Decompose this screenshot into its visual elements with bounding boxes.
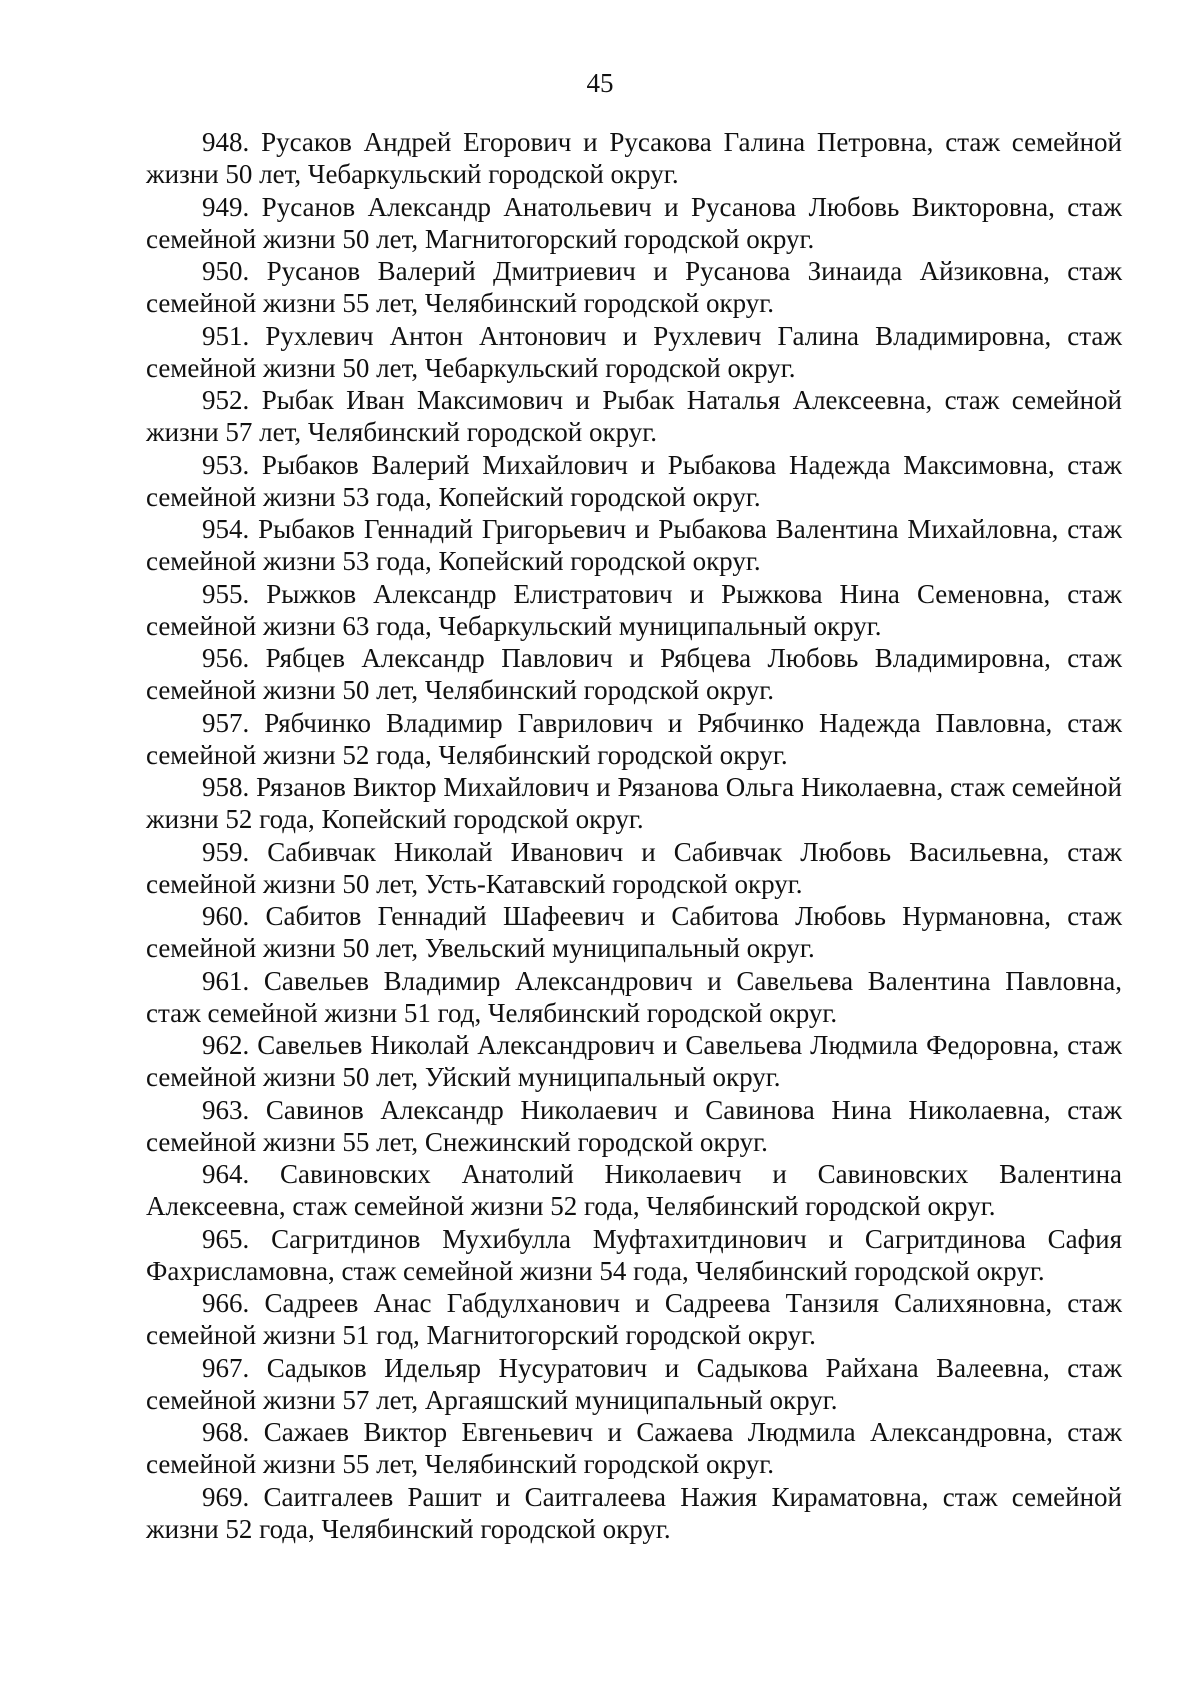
list-item <box>146 255 1122 319</box>
list-item <box>146 771 1122 835</box>
list-item <box>146 1352 1122 1416</box>
entry-text: Савинов Александр Николаевич и Савинова Нина Николаевна, стаж семейной жизни 55 лет, Снежинский городской округ. <box>146 1094 1123 1157</box>
list-item <box>146 965 1122 1029</box>
entry-text: Рыбак Иван Максимович и Рыбак Наталья Алексеевна, стаж семейной жизни 57 лет, Челябинский городской округ. <box>146 385 1123 447</box>
entry-text: Рухлевич Антон Антонович и Рухлевич Галина Владимировна, стаж семейной жизни 50 лет, Чебаркульский городской округ. <box>146 320 1123 383</box>
entry-text: Саитгалеев Рашит и Саитгалеева Нажия Кираматовна, стаж семейной жизни 52 года, Челябинский городской округ. <box>146 1481 1123 1544</box>
entry-number: 967. <box>202 1352 250 1383</box>
list-item <box>146 126 1122 190</box>
entry-text: Савельев Владимир Александрович и Савельева Валентина Павловна, стаж семейной жизни 51 год, Челябинский городской округ. <box>146 965 1123 1028</box>
list-item <box>146 1287 1122 1351</box>
list-item <box>146 1416 1122 1480</box>
entry-text: Сабивчак Николай Иванович и Сабивчак Любовь Васильевна, стаж семейной жизни 50 лет, Усть-Катавский городской округ. <box>146 836 1122 899</box>
entry-number: 969. <box>202 1481 250 1512</box>
list-item <box>146 320 1122 384</box>
entry-number: 957. <box>202 707 250 738</box>
entry-text: Русанов Валерий Дмитриевич и Русанова Зинаида Айзиковна, стаж семейной жизни 55 лет, Челябинский городской округ. <box>146 256 1122 318</box>
list-item <box>146 707 1122 771</box>
entry-number: 965. <box>202 1223 250 1254</box>
entry-text: Рыжков Александр Елистратович и Рыжкова Нина Семеновна, стаж семейной жизни 63 года, Чебаркульский муниципальный округ. <box>146 578 1123 641</box>
entry-text: Сабитов Геннадий Шафеевич и Сабитова Любовь Нурмановна, стаж семейной жизни 50 лет, Увельский муниципальный округ. <box>146 901 1123 963</box>
entry-list <box>146 126 1122 1545</box>
entry-number: 962. <box>202 1030 250 1060</box>
entry-number: 949. <box>202 191 250 222</box>
list-item <box>146 1029 1122 1093</box>
list-item <box>146 191 1122 255</box>
list-item <box>146 1481 1122 1545</box>
entry-text: Садреев Анас Габдулханович и Садреева Танзиля Салихяновна, стаж семейной жизни 51 год, Магнитогорский городской округ. <box>146 1288 1123 1350</box>
entry-text: Савиновских Анатолий Николаевич и Савиновских Валентина Алексеевна, стаж семейной жизни 52 года, Челябинский городской округ. <box>146 1159 1123 1221</box>
entry-number: 966. <box>202 1288 250 1318</box>
entry-number: 951. <box>202 320 250 351</box>
entry-number: 956. <box>202 643 250 673</box>
entry-number: 968. <box>202 1417 250 1447</box>
entry-number: 955. <box>202 578 250 609</box>
entry-text: Рыбаков Валерий Михайлович и Рыбакова Надежда Максимовна, стаж семейной жизни 53 года, Копейский городской округ. <box>146 449 1122 512</box>
page-number: 45 <box>586 68 614 98</box>
entry-number: 961. <box>202 965 250 996</box>
entry-text: Русанов Александр Анатольевич и Русанова Любовь Викторовна, стаж семейной жизни 50 лет, Магнитогорский городской округ. <box>146 191 1123 254</box>
entry-number: 959. <box>202 836 250 867</box>
entry-text: Сажаев Виктор Евгеньевич и Сажаева Людмила Александровна, стаж семейной жизни 55 лет, Челябинский городской округ. <box>146 1417 1122 1479</box>
entry-number: 960. <box>202 901 250 931</box>
list-item <box>146 900 1122 964</box>
list-item <box>146 513 1122 577</box>
list-item <box>146 1223 1122 1287</box>
list-item <box>146 1094 1122 1158</box>
list-item <box>146 836 1122 900</box>
entry-number: 953. <box>202 449 250 480</box>
list-item <box>146 1158 1122 1222</box>
entry-number: 958. <box>202 772 250 802</box>
entry-number: 954. <box>202 514 250 544</box>
entry-text: Сагритдинов Мухибулла Муфтахитдинович и Сагритдинова Сафия Фахрисламовна, стаж семейной жизни 54 года, Челябинский городской округ. <box>146 1223 1123 1286</box>
entry-text: Рыбаков Геннадий Григорьевич и Рыбакова Валентина Михайловна, стаж семейной жизни 53 года, Копейский городской округ. <box>146 514 1122 576</box>
entry-text: Савельев Николай Александрович и Савельева Людмила Федоровна, стаж семейной жизни 50 лет, Уйский муниципальный округ. <box>146 1030 1122 1092</box>
entry-number: 948. <box>202 127 250 157</box>
entry-text: Русаков Андрей Егорович и Русакова Галина Петровна, стаж семейной жизни 50 лет, Чебаркульский городской округ. <box>146 127 1123 189</box>
entry-text: Рязанов Виктор Михайлович и Рязанова Ольга Николаевна, стаж семейной жизни 52 года, Копейский городской округ. <box>146 772 1123 834</box>
list-item <box>146 449 1122 513</box>
entry-text: Рябчинко Владимир Гаврилович и Рябчинко Надежда Павловна, стаж семейной жизни 52 года, Челябинский городской округ. <box>146 707 1122 770</box>
list-item <box>146 578 1122 642</box>
list-item <box>146 642 1122 706</box>
entry-text: Рябцев Александр Павлович и Рябцева Любовь Владимировна, стаж семейной жизни 50 лет, Челябинский городской округ. <box>146 643 1122 705</box>
entry-number: 964. <box>202 1159 250 1189</box>
entry-number: 952. <box>202 385 250 415</box>
entry-number: 950. <box>202 256 250 286</box>
list-item <box>146 384 1122 448</box>
entry-text: Садыков Идельяр Нусуратович и Садыкова Райхана Валеевна, стаж семейной жизни 57 лет, Аргаяшский муниципальный округ. <box>146 1352 1123 1415</box>
entry-number: 963. <box>202 1094 250 1125</box>
